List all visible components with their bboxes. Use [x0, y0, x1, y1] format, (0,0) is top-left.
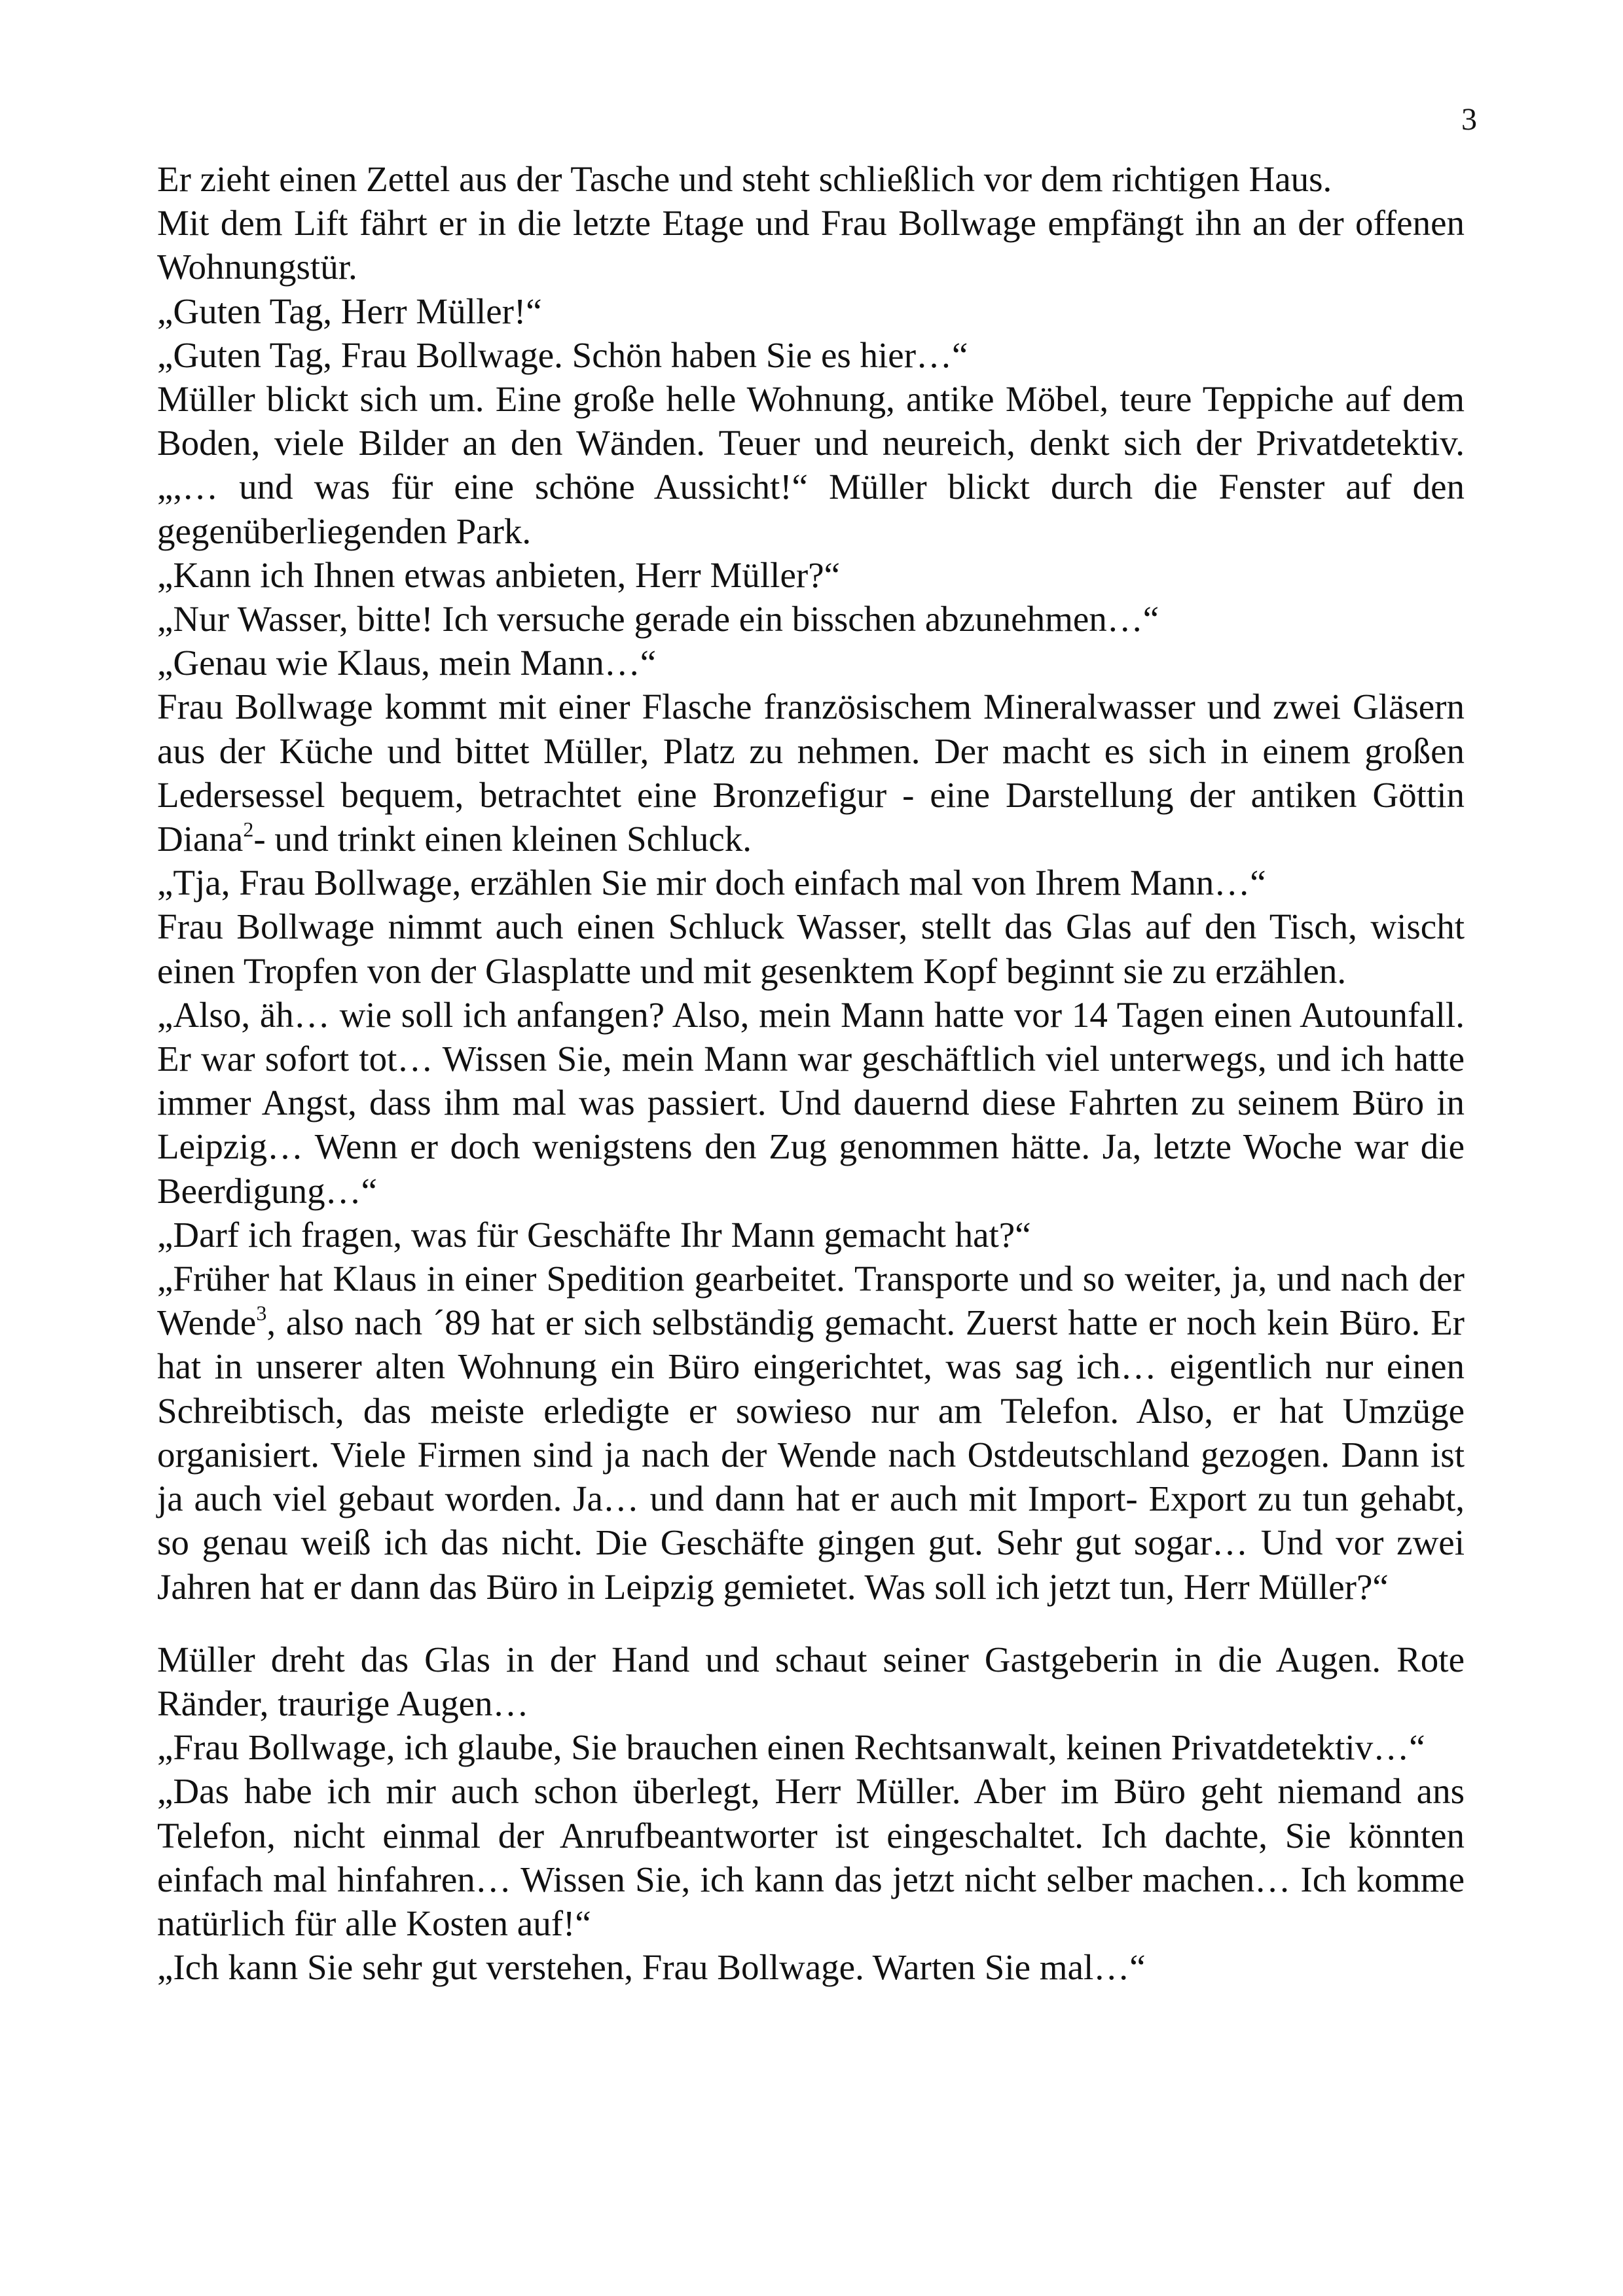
paragraph: „Frau Bollwage, ich glaube, Sie brauchen einen Rechtsanwalt, keinen Privatdetektiv…“ [157, 1727, 1425, 1768]
paragraph: „Also, äh… wie soll ich anfangen? Also, mein Mann hatte vor 14 Tagen einen Autounfall. Er war sofort tot… Wissen Sie, mein Mann war geschäftlich viel unterwegs, und ich hatte immer Angst, dass ihm mal was passiert. Und dauernd diese Fahrten zu seinem Büro in Leipzig… Wenn er doch wenigstens den Zug genommen hätte. Ja, letzte Woche war die Beerdigung…“ [157, 994, 1465, 1211]
footnote-marker: 2 [243, 817, 254, 842]
paragraph: Mit dem Lift fährt er in die letzte Etage und Frau Bollwage empfängt ihn an der offenen Wohnungstür. [157, 203, 1465, 287]
paragraph: Müller blickt sich um. Eine große helle Wohnung, antike Möbel, teure Teppiche auf dem Boden, viele Bilder an den Wänden. Teuer und neureich, denkt sich der Privatdetektiv. „,… und was für eine schöne Aussicht!“ Müller blickt durch die Fenster auf den gegenüberliegenden Park. [157, 379, 1465, 551]
story-text [157, 157, 1465, 1989]
paragraph-text: - und trinkt einen kleinen Schluck. [253, 819, 752, 859]
paragraph: „Tja, Frau Bollwage, erzählen Sie mir doch einfach mal von Ihrem Mann…“ [157, 863, 1266, 903]
paragraph: Er zieht einen Zettel aus der Tasche und steht schließlich vor dem richtigen Haus. [157, 159, 1332, 199]
paragraph [157, 685, 1465, 861]
paragraph [157, 1257, 1465, 1609]
paragraph: „Guten Tag, Herr Müller!“ [157, 291, 542, 331]
footnote-marker: 3 [256, 1301, 267, 1325]
paragraph: „Kann ich Ihnen etwas anbieten, Herr Müller?“ [157, 554, 841, 595]
paragraph: „Das habe ich mir auch schon überlegt, Herr Müller. Aber im Büro geht niemand ans Telefon, nicht einmal der Anrufbeantworter ist eingeschaltet. Ich dachte, Sie könnten einfach mal hinfahren… Wissen Sie, ich kann das jetzt nicht selber machen… Ich komme natürlich für alle Kosten auf!“ [157, 1771, 1465, 1943]
paragraph-text: Frau Bollwage kommt mit einer Flasche französischem Mineralwasser und zwei Gläsern aus der Küche und bittet Müller, Platz zu nehmen. Der macht es sich in einem großen Ledersessel bequem, betrachtet eine Bronzefigur - eine Darstellung der antiken Göttin Diana [157, 687, 1465, 859]
paragraph: Müller dreht das Glas in der Hand und schaut seiner Gastgeberin in die Augen. Rote Ränder, traurige Augen… [157, 1639, 1465, 1723]
paragraph-text: , also nach ´89 hat er sich selbständig gemacht. Zuerst hatte er noch kein Büro. Er hat in unserer alten Wohnung ein Büro eingerichtet, was sag ich… eigentlich nur einen Schreibtisch, das meiste erledigte er sowieso nur am Telefon. Also, er hat Umzüge organisiert. Viele Firmen sind ja nach der Wende nach Ostdeutschland gezogen. Dann ist ja auch viel gebaut worden. Ja… und dann hat er auch mit Import- Export zu tun gehabt, so genau weiß ich das nicht. Die Geschäfte gingen gut. Sehr gut sogar… Und vor zwei Jahren hat er dann das Büro in Leipzig gemietet. Was soll ich jetzt tun, Herr Müller?“ [157, 1302, 1465, 1607]
paragraph: „Darf ich fragen, was für Geschäfte Ihr Mann gemacht hat?“ [157, 1214, 1031, 1255]
page-number: 3 [1461, 102, 1477, 137]
paragraph-text: „Früher hat Klaus in einer Spedition gearbeitet. Transporte und so weiter, ja, und nach der Wende [157, 1259, 1465, 1343]
paragraph: „Ich kann Sie sehr gut verstehen, Frau Bollwage. Warten Sie mal…“ [157, 1947, 1146, 1988]
paragraph: „Genau wie Klaus, mein Mann…“ [157, 643, 657, 683]
paragraph: „Nur Wasser, bitte! Ich versuche gerade ein bisschen abzunehmen…“ [157, 599, 1159, 639]
paragraph: „Guten Tag, Frau Bollwage. Schön haben Sie es hier…“ [157, 334, 968, 375]
paragraph: Frau Bollwage nimmt auch einen Schluck Wasser, stellt das Glas auf den Tisch, wischt einen Tropfen von der Glasplatte und mit gesenktem Kopf beginnt sie zu erzählen. [157, 906, 1465, 991]
